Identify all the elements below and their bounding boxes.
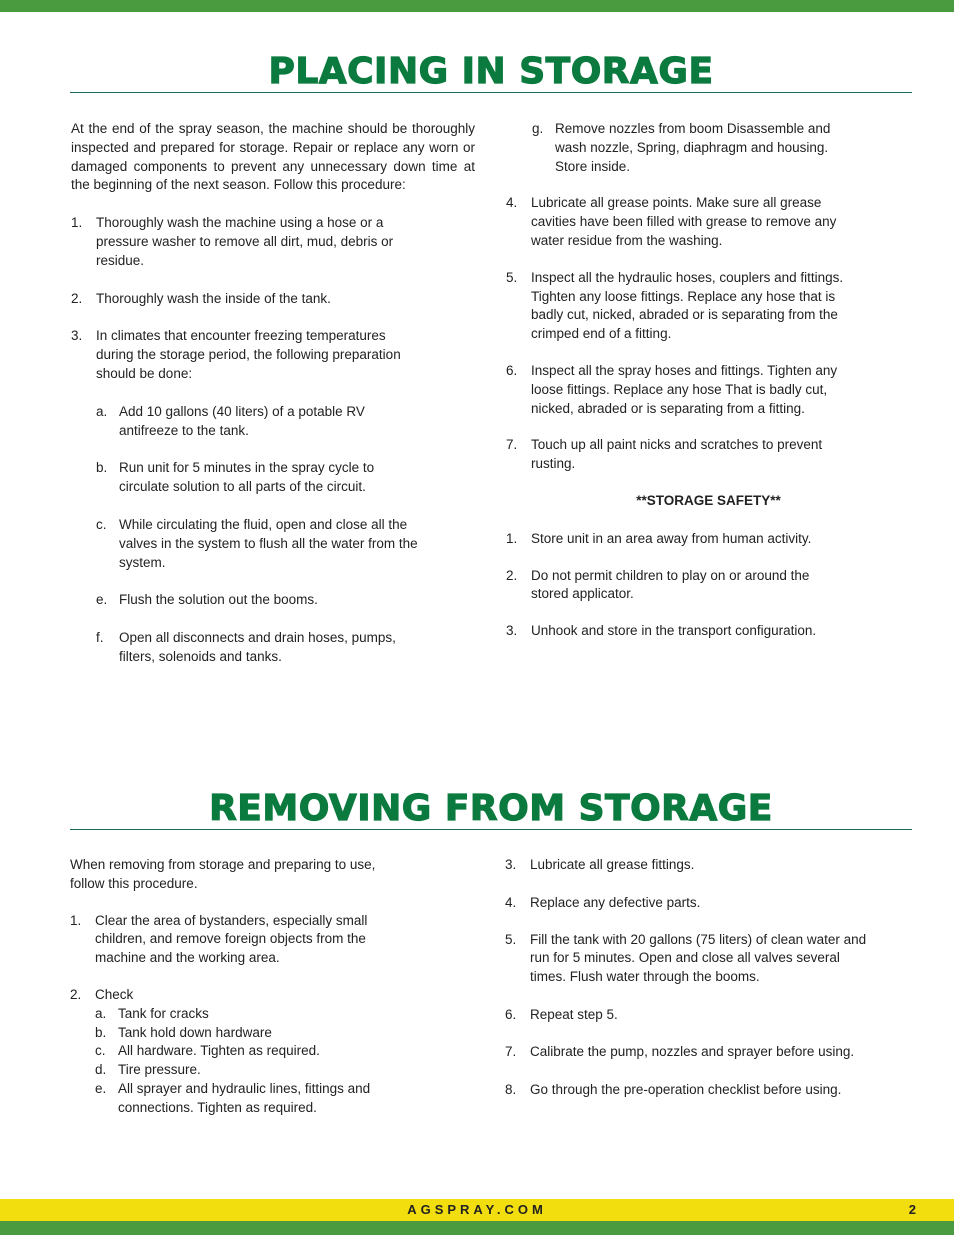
list-text: Tire pressure. [118, 1062, 201, 1078]
section2-rule [70, 829, 912, 830]
list-text: Thoroughly wash the inside of the tank. [96, 290, 331, 306]
list-number: 4. [505, 894, 517, 910]
list-text: In climates that encounter freezing temperatures during the storage period, the following preparation should be done: [96, 328, 401, 381]
section1-left-column [71, 120, 475, 667]
list-number: 3. [506, 623, 518, 639]
sub-list-item [96, 459, 475, 497]
list-text: Remove nozzles from boom Disassemble and wash nozzle, Spring, diaphragm and housing. Store inside. [555, 121, 831, 174]
list-number: 2. [70, 986, 82, 1002]
list-text: Touch up all paint nicks and scratches to prevent rusting. [531, 437, 823, 472]
list-item [505, 1006, 885, 1025]
list-text: Store unit in an area away from human activity. [531, 530, 812, 546]
footer-green-bar [0, 1221, 954, 1235]
list-item [506, 362, 876, 418]
list-letter: a. [96, 403, 108, 419]
list-letter: c. [95, 1043, 106, 1059]
page-number: 2 [908, 1202, 916, 1217]
list-number: 1. [71, 215, 83, 231]
list-text: Calibrate the pump, nozzles and sprayer before using. [530, 1043, 855, 1059]
storage-safety-heading: **STORAGE SAFETY** [636, 492, 781, 508]
list-text: Tank hold down hardware [118, 1024, 272, 1040]
list-text: All sprayer and hydraulic lines, fittings and connections. Tighten as required. [118, 1080, 371, 1115]
section2-right-column [505, 856, 885, 1099]
section1-rule [70, 92, 912, 93]
footer-website: AGSPRAY.COM [407, 1202, 547, 1217]
sub-list-item [96, 591, 475, 610]
list-text: Go through the pre-operation checklist before using. [530, 1081, 842, 1097]
list-letter: b. [95, 1024, 107, 1040]
list-letter: d. [95, 1062, 107, 1078]
list-text: Flush the solution out the booms. [119, 592, 318, 608]
list-item [506, 269, 876, 344]
sub-list-item [95, 1061, 470, 1080]
list-item [70, 986, 470, 1005]
sub-list-item [95, 1080, 470, 1118]
list-text: Run unit for 5 minutes in the spray cycle to circulate solution to all parts of the circuit. [119, 460, 375, 495]
list-item [505, 894, 885, 913]
list-text: Unhook and store in the transport configuration. [531, 623, 817, 639]
list-item [70, 912, 470, 968]
list-number: 5. [505, 931, 517, 947]
list-number: 8. [505, 1081, 517, 1097]
list-number: 3. [71, 328, 83, 344]
list-number: 6. [505, 1006, 517, 1022]
list-text: Lubricate all grease points. Make sure all grease cavities have been filled with grease to remove any water residue from the washing. [531, 195, 837, 248]
list-item [506, 530, 876, 549]
list-number: 1. [70, 912, 82, 928]
list-item [505, 1043, 885, 1062]
list-number: 1. [506, 530, 518, 546]
list-letter: a. [95, 1005, 107, 1021]
sub-list-item [96, 516, 475, 572]
list-letter: g. [532, 121, 544, 136]
list-item [505, 931, 885, 987]
list-text: While circulating the fluid, open and close all the valves in the system to flush all the water from the system. [119, 516, 418, 570]
list-text: Add 10 gallons (40 liters) of a potable RV antifreeze to the tank. [119, 403, 365, 438]
list-letter: e. [96, 592, 108, 608]
section2-left-column [70, 856, 470, 1118]
list-item [506, 436, 876, 474]
list-text: Replace any defective parts. [530, 894, 701, 910]
list-item [71, 214, 475, 270]
top-green-bar [0, 0, 954, 12]
list-number: 5. [506, 269, 518, 285]
list-text: Tank for cracks [118, 1005, 209, 1021]
list-text: Lubricate all grease fittings. [530, 857, 695, 872]
list-number: 7. [506, 437, 518, 453]
list-number: 7. [505, 1043, 517, 1059]
list-item [505, 1081, 885, 1100]
list-item [505, 856, 885, 875]
list-item [506, 622, 876, 641]
list-text: All hardware. Tighten as required. [118, 1043, 320, 1059]
sub-list-item [96, 403, 475, 441]
list-text: Thoroughly wash the machine using a hose or a pressure washer to remove all dirt, mud, debris or residue. [96, 215, 394, 268]
list-text: Inspect all the spray hoses and fittings. Tighten any loose fittings. Replace any hose That is badly cut, nicked, abraded or is separating from a fitting. [531, 362, 838, 416]
list-item [71, 290, 475, 309]
list-text: Check [95, 986, 134, 1002]
list-number: 2. [506, 567, 518, 583]
section2-title: REMOVING FROM STORAGE [209, 788, 773, 829]
section1-intro: At the end of the spray season, the machine should be thoroughly inspected and prepared for storage. Repair or replace any worn or damaged components to prevent any unnecessary down time at the beginning of the next season. Follow this procedure: [71, 121, 475, 193]
list-text: Clear the area of bystanders, especially small children, and remove foreign objects from the machine and the working area. [95, 912, 368, 966]
list-text: Repeat step 5. [530, 1006, 618, 1022]
sub-list-item [532, 120, 876, 176]
list-text: Inspect all the hydraulic hoses, couplers and fittings. Tighten any loose fittings. Replace any hose that is badly cut, nicked, abraded or is separating from the crimped end of a fitting. [531, 269, 844, 342]
list-letter: b. [96, 460, 108, 476]
list-number: 3. [505, 857, 517, 872]
list-item [71, 327, 475, 383]
list-number: 6. [506, 362, 518, 378]
section1-title: PLACING IN STORAGE [268, 51, 714, 92]
list-text: Fill the tank with 20 gallons (75 liters) of clean water and run for 5 minutes. Open and close all valves several times. Flush water through the booms. [530, 931, 867, 985]
section1-right-column [506, 120, 876, 641]
sub-list-item [95, 1005, 470, 1024]
sub-list-item [95, 1024, 470, 1043]
sub-list-item [96, 629, 475, 667]
sub-list-item [95, 1042, 470, 1061]
list-number: 2. [71, 290, 83, 306]
list-number: 4. [506, 195, 518, 211]
list-letter: c. [96, 516, 107, 532]
list-item [506, 567, 876, 605]
list-item [506, 194, 876, 250]
list-text: Open all disconnects and drain hoses, pumps, filters, solenoids and tanks. [119, 630, 396, 664]
section2-intro: When removing from storage and preparing to use, follow this procedure. [70, 857, 376, 891]
list-letter: e. [95, 1080, 107, 1096]
list-text: Do not permit children to play on or around the stored applicator. [531, 567, 810, 602]
list-letter: f. [96, 630, 104, 646]
